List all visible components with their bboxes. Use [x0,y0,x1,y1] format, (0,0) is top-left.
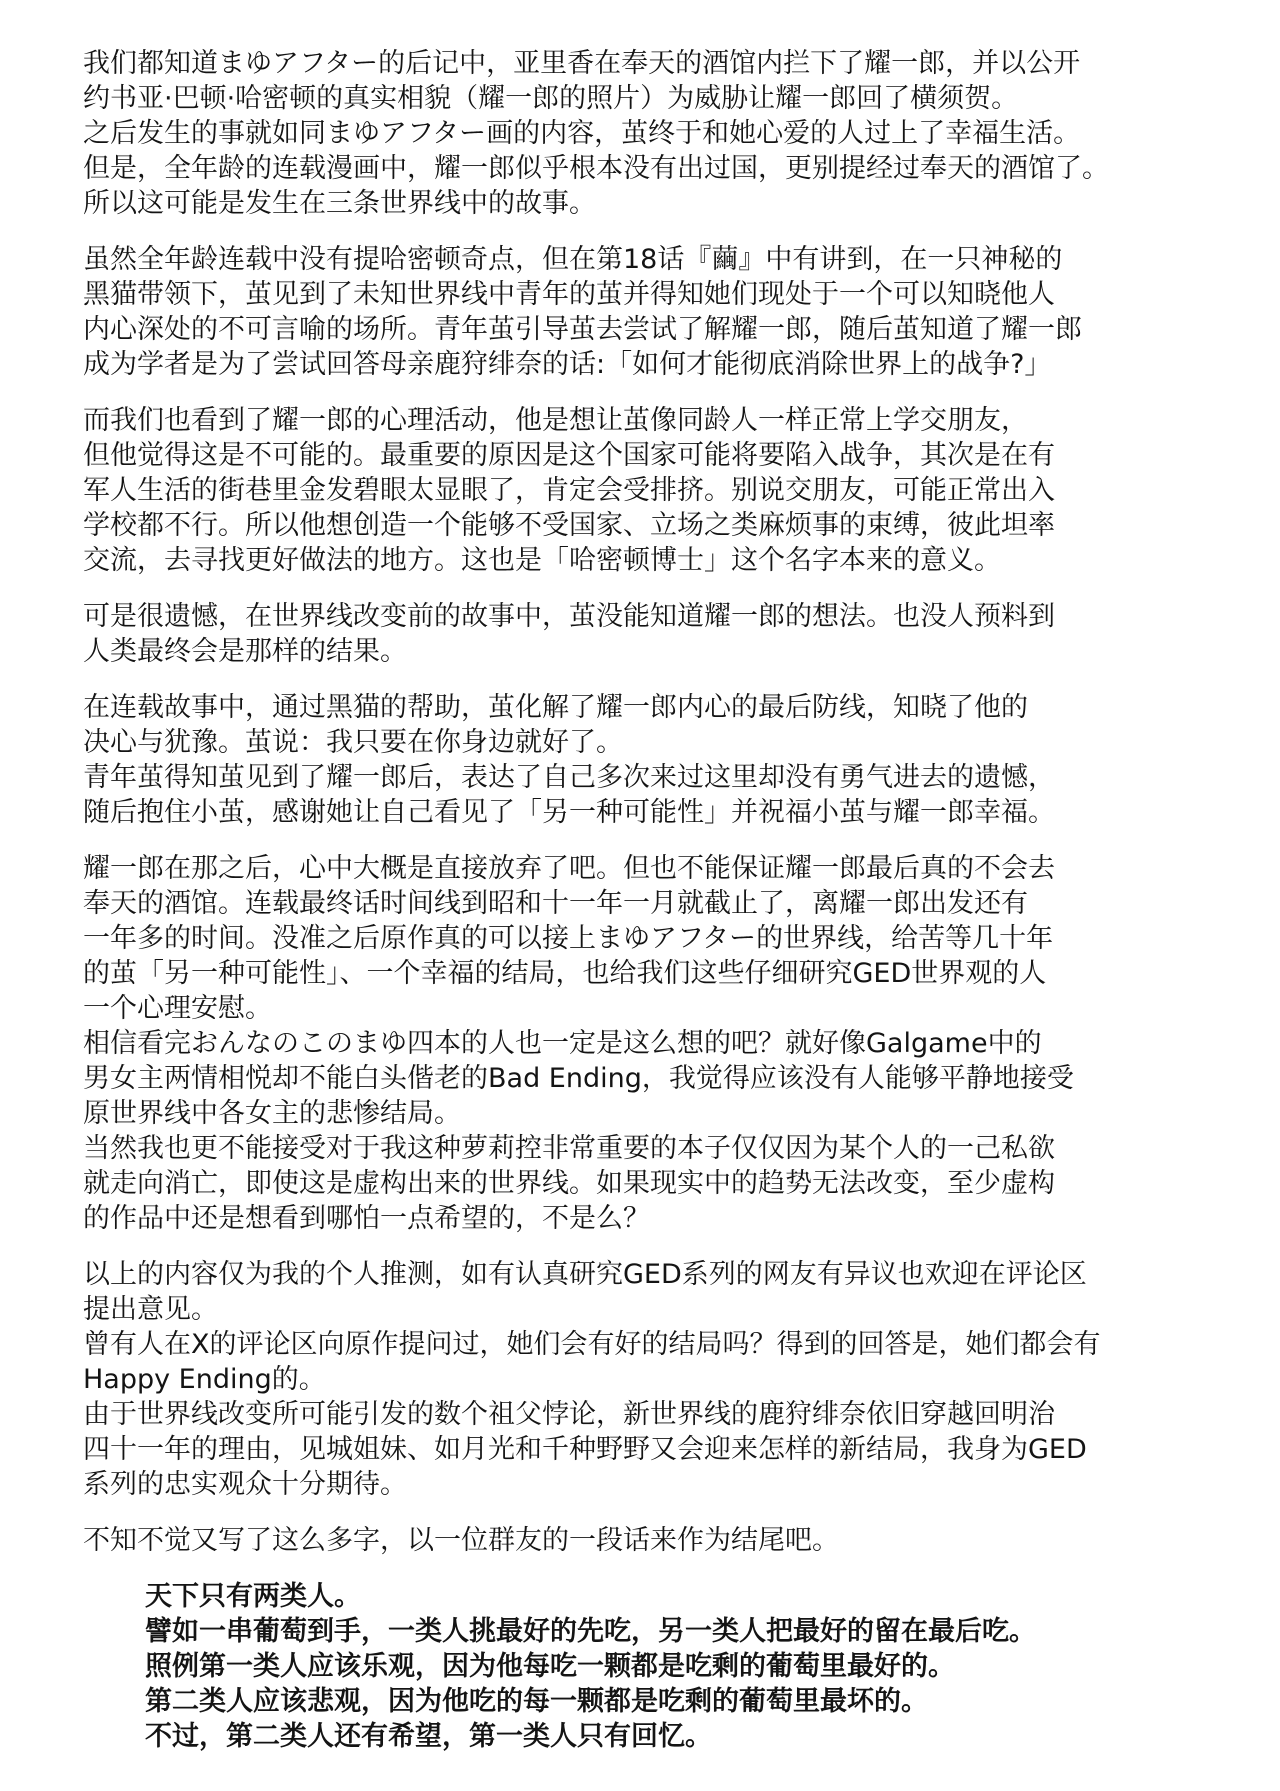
text-line: 以上的内容仅为我的个人推测，如有认真研究GED系列的网友有异议也欢迎在评论区 [83,1259,1087,1290]
text-line: 虽然全年龄连载中没有提哈密顿奇点，但在第18话『繭』中有讲到，在一只神秘的 [83,244,1063,275]
paragraph [83,46,1210,221]
text-line: 我们都知道まゆアフター的后记中，亚里香在奉天的酒馆内拦下了耀一郎，并以公开 [83,48,1081,79]
text-line: 天下只有两类人。 [145,1581,361,1612]
text-line: 内心深处的不可言喻的场所。青年茧引导茧去尝试了解耀一郎，随后茧知道了耀一郎 [83,314,1082,345]
text-line: 不过，第二类人还有希望，第一类人只有回忆。 [145,1721,712,1752]
paragraph [83,1523,1210,1558]
text-line: 随后抱住小茧，感谢她让自己看见了「另一种可能性」并祝福小茧与耀一郎幸福。 [83,797,1055,828]
paragraph [83,403,1210,578]
text-line: Happy Ending的。 [83,1364,326,1395]
text-line: 所以这可能是发生在三条世界线中的故事。 [83,188,596,219]
text-line: 一年多的时间。没准之后原作真的可以接上まゆアフター的世界线，给苦等几十年 [83,923,1054,954]
text-line: 可是很遗憾，在世界线改变前的故事中，茧没能知道耀一郎的想法。也没人预料到 [83,601,1055,632]
text-line: 学校都不行。所以他想创造一个能够不受国家、立场之类麻烦事的束缚，彼此坦率 [83,510,1055,541]
text-line: 譬如一串葡萄到手，一类人挑最好的先吃，另一类人把最好的留在最后吃。 [145,1616,1036,1647]
text-line: 曾有人在X的评论区向原作提问过，她们会有好的结局吗？得到的回答是，她们都会有 [83,1329,1101,1360]
text-line: 就走向消亡，即使这是虚构出来的世界线。如果现实中的趋势无法改变，至少虚构 [83,1168,1055,1199]
text-line: 当然我也更不能接受对于我这种萝莉控非常重要的本子仅仅因为某个人的一己私欲 [83,1133,1055,1164]
text-line: 不知不觉又写了这么多字，以一位群友的一段话来作为结尾吧。 [83,1525,839,1556]
text-line: 人类最终会是那样的结果。 [83,636,407,667]
text-line: 提出意见。 [83,1294,218,1325]
paragraph [83,851,1210,1236]
text-line: 照例第一类人应该乐观，因为他每吃一颗都是吃剩的葡萄里最好的。 [145,1651,955,1682]
text-line: 决心与犹豫。茧说：我只要在你身边就好了。 [83,727,623,758]
text-line: 军人生活的街巷里金发碧眼太显眼了，肯定会受排挤。别说交朋友，可能正常出入 [83,475,1055,506]
text-line: 交流，去寻找更好做法的地方。这也是「哈密顿博士」这个名字本来的意义。 [83,545,1001,576]
text-line: 青年茧得知茧见到了耀一郎后，表达了自己多次来过这里却没有勇气进去的遗憾， [83,762,1055,793]
text-line: 但是，全年龄的连载漫画中，耀一郎似乎根本没有出过国，更别提经过奉天的酒馆了。 [83,153,1109,184]
text-line: 第二类人应该悲观，因为他吃的每一颗都是吃剩的葡萄里最坏的。 [145,1686,928,1717]
text-line: 而我们也看到了耀一郎的心理活动，他是想让茧像同龄人一样正常上学交朋友， [83,405,1028,436]
text-line: 相信看完おんなのこのまゆ四本的人也一定是这么想的吧？就好像Galgame中的 [83,1028,1042,1059]
text-line: 但他觉得这是不可能的。最重要的原因是这个国家可能将要陷入战争，其次是在有 [83,440,1055,471]
text-line: 的作品中还是想看到哪怕一点希望的，不是么？ [83,1203,650,1234]
paragraph [83,1257,1210,1502]
text-line: 四十一年的理由，见城姐妹、如月光和千种野野又会迎来怎样的新结局，我身为GED [83,1434,1087,1465]
text-line: 成为学者是为了尝试回答母亲鹿狩绯奈的话:「如何才能彻底消除世界上的战争?」 [83,349,1052,380]
text-line: 奉天的酒馆。连载最终话时间线到昭和十一年一月就截止了，离耀一郎出发还有 [83,888,1028,919]
text-line: 系列的忠实观众十分期待。 [83,1469,407,1500]
text-line: 由于世界线改变所可能引发的数个祖父悖论，新世界线的鹿狩绯奈依旧穿越回明治 [83,1399,1055,1430]
text-line: 的茧「另一种可能性」、一个幸福的结局，也给我们这些仔细研究GED世界观的人 [83,958,1047,989]
text-line: 原世界线中各女主的悲惨结局。 [83,1098,461,1129]
paragraph [83,690,1210,830]
quote-paragraph [145,1579,1210,1754]
text-line: 耀一郎在那之后，心中大概是直接放弃了吧。但也不能保证耀一郎最后真的不会去 [83,853,1055,884]
text-line: 一个心理安慰。 [83,993,272,1024]
text-line: 男女主两情相悦却不能白头偕老的Bad Ending，我觉得应该没有人能够平静地接受 [83,1063,1074,1094]
text-line: 黑猫带领下，茧见到了未知世界线中青年的茧并得知她们现处于一个可以知晓他人 [83,279,1055,310]
text-line: 之后发生的事就如同まゆアフター画的内容，茧终于和她心爱的人过上了幸福生活。 [83,118,1081,149]
text-line: 约书亚·巴顿·哈密顿的真实相貌（耀一郎的照片）为威胁让耀一郎回了横须贺。 [83,83,1019,114]
paragraph [83,599,1210,669]
paragraph [83,242,1210,382]
text-line: 在连载故事中，通过黑猫的帮助，茧化解了耀一郎内心的最后防线，知晓了他的 [83,692,1028,723]
